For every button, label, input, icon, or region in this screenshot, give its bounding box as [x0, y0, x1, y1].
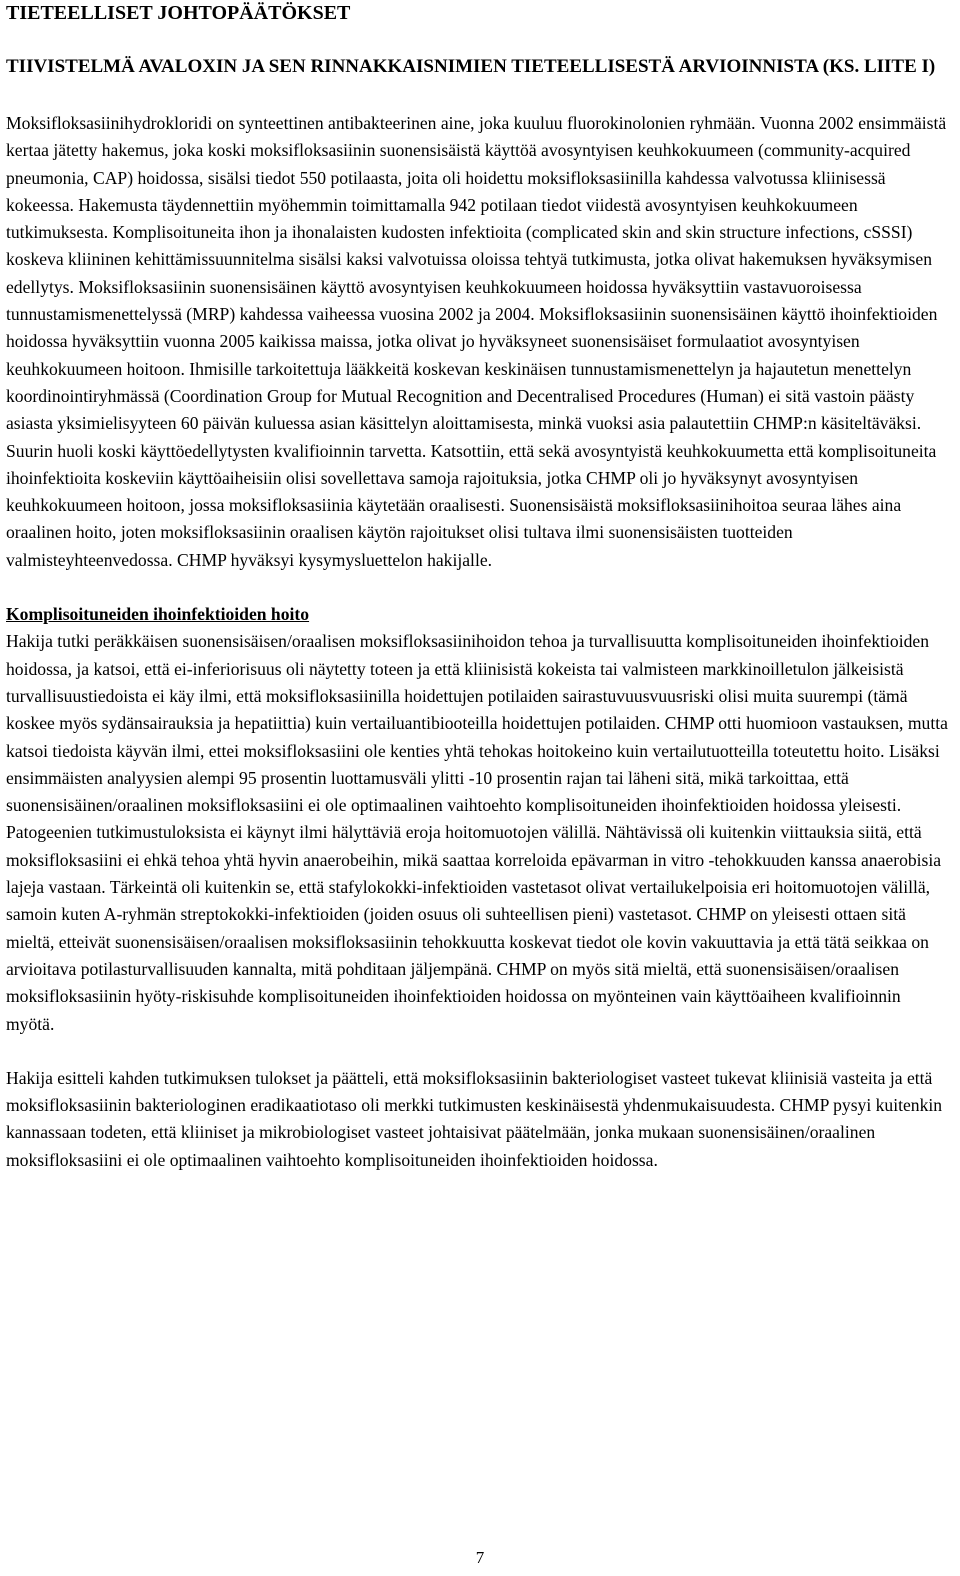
section-paragraph: Hakija tutki peräkkäisen suonensisäisen/oraalisen moksifloksasiinihoidon tehoa ja turvallisuutta komplisoituneiden ihoinfektioiden hoidossa, ja katsoi, että ei-inferiorisuus oli näytetty toteen ja että kliinisistä kokeista tai valmisteen markkinoilletulon jälkeisistä turvallisuustiedoista ei käy ilmi, että moksifloksasiinilla hoidettujen potilaiden sairastuvuusvuusriski olisi muita suurempi (tämä koskee myös sydänsairauksia ja hepatiittia) kuin vertailuantibiooteilla hoidettujen potilaiden. CHMP otti huomioon vastauksen, mutta katsoi tiedoista käyvän ilmi, ettei moksifloksasiini ole kenties yhtä tehokas hoitokeino kuin vertailutuotteilla toteutettu hoito. Lisäksi ensimmäisten analyysien alempi 95 prosentin luottamusväli ylitti -10 prosentin rajan tai läheni sitä, mikä tarkoittaa, että suonensisäinen/oraalinen moksifloksasiini ei ole optimaalinen vaihtoehto komplisoituneiden ihoinfektioiden hoidossa yleisesti. Patogeenien tutkimustuloksista ei käynyt ilmi hälyttäviä eroja hoitomuotojen välillä. Nähtävissä oli kuitenkin viittauksia siitä, että moksifloksasiini ei ehkä tehoa yhtä hyvin anaerobeihin, mikä saattaa korreloida epävarman in vitro -tehokkuuden kanssa anaerobisia lajeja vastaan. Tärkeintä oli kuitenkin se, että stafylokokki-infektioiden vastetasot olivat vertailukelpoisia eri hoitomuotojen välillä, samoin kuten A-ryhmän streptokokki-infektioiden (joiden osuus oli suhteellisen pieni) vastetasot. CHMP on yleisesti ottaen sitä mieltä, etteivät suonensisäisen/oraalisen moksifloksasiinin tehokkuutta koskevat tiedot ole kovin vakuuttavia ja että tätä seikkaa on arvioitava potilasturvallisuuden kannalta, mitä pohditaan jäljempänä. CHMP on myös sitä mieltä, että suonensisäisen/oraalisen moksifloksasiinin hyöty-riskisuhde komplisoituneiden ihoinfektioiden hoidossa on myönteinen vain käyttöaiheen kvalifioinnin myötä. — [6, 631, 948, 1034]
document-title: TIETEELLISET JOHTOPÄÄTÖKSET — [6, 2, 351, 24]
intro-paragraph: Moksifloksasiinihydrokloridi on synteettinen antibakteerinen aine, joka kuuluu fluorokinolonien ryhmään. Vuonna 2002 ensimmäistä kertaa jätetty hakemus, joka koski moksifloksasiinin suonensisäistä käyttöä avosyntyisen keuhkokuumeen (community-acquired pneumonia, CAP) hoidossa, sisälsi tiedot 550 potilaasta, joita oli hoidettu moksifloksasiinilla kahdessa valvotussa kliinisessä kokeessa. Hakemusta täydennettiin myöhemmin toimittamalla 942 potilaan tiedot viidestä avosyntyisen keuhkokuumeen tutkimuksesta. Komplisoituneita ihon ja ihonalaisten kudosten infektioita (complicated skin and skin structure infections, cSSSI) koskeva kliininen kehittämissuunnitelma sisälsi kaksi valvotuissa oloissa tehtyä tutkimusta, jotka olivat hakemuksen hyväksymisen edellytys. Moksifloksasiinin suonensisäinen käyttö avosyntyisen keuhkokuumeen hoidossa hyväksyttiin vastavuoroisessa tunnustamismenettelyssä (MRP) kahdessa vaiheessa vuosina 2002 ja 2004. Moksifloksasiinin suonensisäinen käyttö ihoinfektioiden hoidossa hyväksyttiin vuonna 2005 kaikissa maissa, jotka olivat jo hyväksyneet suonensisäiset formulaatiot avosyntyisen keuhkokuumeen hoitoon. Ihmisille tarkoitettuja lääkkeitä koskevan keskinäisen tunnustamismenettelyn ja hajautetun menettelyn koordinointiryhmässä (Coordination Group for Mutual Recognition and Decentralised Procedures (Human) ei sitä vastoin päästy asiasta yksimielisyyteen 60 päivän kuluessa asian käsittelyn aloittamisesta, minkä vuoksi asia palautettiin CHMP:n käsiteltäväksi. Suurin huoli koski käyttöedellytysten kvalifioinnin tarvetta. Katsottiin, että sekä avosyntyistä keuhkokuumetta että komplisoituneita ihoinfektioita koskeviin käyttöaiheisiin olisi sovellettava samoja rajoituksia, jotka CHMP oli jo hyväksynyt avosyntyisen keuhkokuumeen hoitoon, jossa moksifloksasiinia käytetään oraalisesti. Suonensisäistä moksifloksasiinihoitoa seuraa lähes aina oraalinen hoito, joten moksifloksasiinin oraalisen käytön rajoitukset olisi tultava ilmi suonensisäisten tuotteiden valmisteyhteenvedossa. CHMP hyväksyi kysymysluettelon hakijalle. — [6, 113, 947, 570]
section-heading: Komplisoituneiden ihoinfektioiden hoito — [6, 604, 310, 625]
page-number: 7 — [475, 1548, 485, 1567]
summary-heading: TIIVISTELMÄ AVALOXIN JA SEN RINNAKKAISNIMIEN TIETEELLISESTÄ ARVIOINNISTA (KS. LIITE I) — [6, 56, 936, 77]
document-page — [6, 0, 952, 1174]
section-paragraph: Hakija esitteli kahden tutkimuksen tulokset ja päätteli, että moksifloksasiinin bakteriologiset vasteet tukevat kliinisiä vasteita ja että moksifloksasiinin bakteriologinen eradikaatiotaso oli merkki tutkimusten keskinäisestä yhdenmukaisuudesta. CHMP pysyi kuitenkin kannassaan todeten, että kliiniset ja mikrobiologiset vasteet johtaisivat päätelmään, jonka mukaan suonensisäinen/oraalinen moksifloksasiini ei ole optimaalinen vaihtoehto komplisoituneiden ihoinfektioiden hoidossa. — [6, 1067, 943, 1170]
